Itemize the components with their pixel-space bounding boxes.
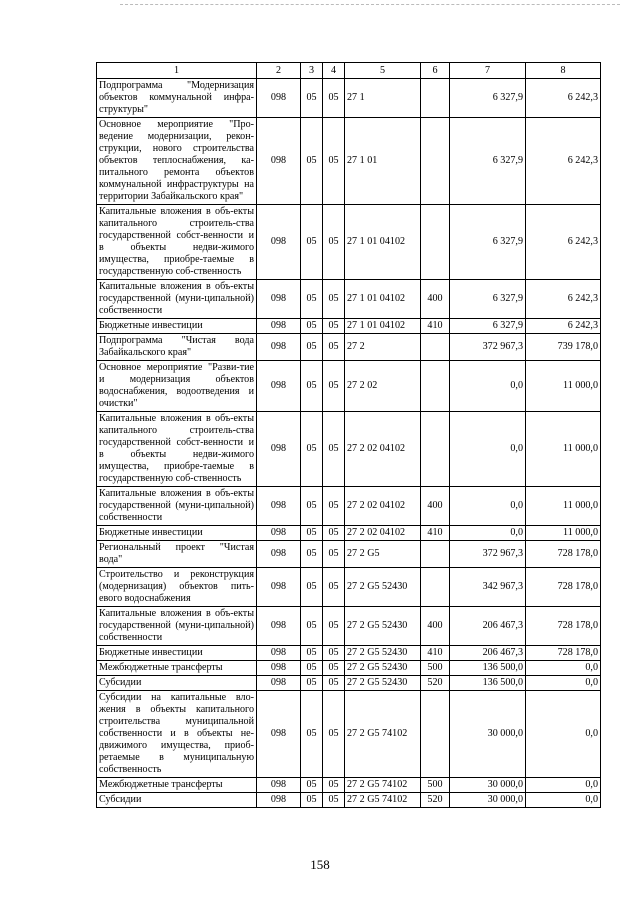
row-target-code: 27 2 G5 52430 <box>345 568 421 607</box>
row-target-code: 27 2 02 04102 <box>345 487 421 526</box>
row-name: Бюджетные инвестиции <box>97 526 257 541</box>
row-expense-type: 410 <box>421 319 450 334</box>
table-row <box>97 412 601 487</box>
row-admin-code: 098 <box>257 319 301 334</box>
row-target-code: 27 2 02 04102 <box>345 412 421 487</box>
row-value-col7: 136 500,0 <box>450 661 526 676</box>
header-col-6: 6 <box>421 63 450 79</box>
scan-top-edge <box>120 4 620 5</box>
row-value-col7: 6 327,9 <box>450 280 526 319</box>
row-value-col7: 30 000,0 <box>450 793 526 808</box>
row-expense-type <box>421 691 450 778</box>
row-target-code: 27 1 01 04102 <box>345 319 421 334</box>
row-admin-code: 098 <box>257 541 301 568</box>
row-name: Бюджетные инвестиции <box>97 646 257 661</box>
row-name: Капитальные вложения в объ-екты государственной (муни-ципальной) собственности <box>97 607 257 646</box>
row-name: Субсидии <box>97 793 257 808</box>
row-section: 05 <box>301 793 323 808</box>
row-name: Субсидии <box>97 676 257 691</box>
row-expense-type <box>421 205 450 280</box>
row-value-col8: 11 000,0 <box>526 361 601 412</box>
row-name: Капитальные вложения в объ-екты капитального строитель-ства государственной собст-венности и в объекты недви-жимого имущества, приобре-таемые в государственную соб-ственность <box>97 205 257 280</box>
table-row <box>97 793 601 808</box>
row-subsection: 05 <box>323 334 345 361</box>
row-value-col7: 342 967,3 <box>450 568 526 607</box>
row-value-col8: 6 242,3 <box>526 280 601 319</box>
row-section: 05 <box>301 526 323 541</box>
row-admin-code: 098 <box>257 568 301 607</box>
table-row <box>97 676 601 691</box>
row-section: 05 <box>301 541 323 568</box>
row-name: Основное мероприятие "Про-ведение модернизации, рекон-струкции, нового строительства объектов теплоснабжения, ка-питального ремонта объектов коммунальной инфраструктуры на территории Забайкальского края" <box>97 118 257 205</box>
row-section: 05 <box>301 778 323 793</box>
row-expense-type: 400 <box>421 280 450 319</box>
row-value-col7: 136 500,0 <box>450 676 526 691</box>
header-col-1: 1 <box>97 63 257 79</box>
row-value-col8: 6 242,3 <box>526 205 601 280</box>
header-col-3: 3 <box>301 63 323 79</box>
row-value-col8: 728 178,0 <box>526 607 601 646</box>
row-expense-type: 500 <box>421 778 450 793</box>
table-row <box>97 205 601 280</box>
row-name: Подпрограмма "Чистая вода Забайкальского края" <box>97 334 257 361</box>
header-col-2: 2 <box>257 63 301 79</box>
row-expense-type: 400 <box>421 607 450 646</box>
row-section: 05 <box>301 361 323 412</box>
row-target-code: 27 2 02 04102 <box>345 526 421 541</box>
row-value-col7: 0,0 <box>450 526 526 541</box>
row-name: Субсидии на капитальные вло-жения в объекты капитального строительства муниципальной собственности и в объекты не-движимого имущества, приоб-ретаемые в муниципальную собственность <box>97 691 257 778</box>
row-subsection: 05 <box>323 526 345 541</box>
row-expense-type <box>421 118 450 205</box>
row-target-code: 27 1 01 04102 <box>345 205 421 280</box>
row-admin-code: 098 <box>257 205 301 280</box>
row-subsection: 05 <box>323 607 345 646</box>
row-subsection: 05 <box>323 79 345 118</box>
row-name: Капитальные вложения в объ-екты капитального строитель-ства государственной собст-венности и в объекты недви-жимого имущества, приобре-таемые в государственную соб-ственность <box>97 412 257 487</box>
row-section: 05 <box>301 334 323 361</box>
row-section: 05 <box>301 607 323 646</box>
row-subsection: 05 <box>323 319 345 334</box>
table-row <box>97 646 601 661</box>
row-expense-type <box>421 334 450 361</box>
row-name: Межбюджетные трансферты <box>97 778 257 793</box>
row-name: Основное мероприятие "Разви-тие и модернизация объектов водоснабжения, водоотведения и очистки" <box>97 361 257 412</box>
row-subsection: 05 <box>323 793 345 808</box>
row-admin-code: 098 <box>257 691 301 778</box>
row-value-col8: 728 178,0 <box>526 646 601 661</box>
row-value-col8: 0,0 <box>526 676 601 691</box>
row-admin-code: 098 <box>257 361 301 412</box>
row-value-col8: 6 242,3 <box>526 79 601 118</box>
row-target-code: 27 2 <box>345 334 421 361</box>
table-row <box>97 568 601 607</box>
row-subsection: 05 <box>323 568 345 607</box>
row-value-col8: 0,0 <box>526 778 601 793</box>
row-name: Капитальные вложения в объ-екты государственной (муни-ципальной) собственности <box>97 487 257 526</box>
row-target-code: 27 2 G5 52430 <box>345 661 421 676</box>
row-admin-code: 098 <box>257 118 301 205</box>
row-expense-type <box>421 79 450 118</box>
table-row <box>97 118 601 205</box>
header-col-8: 8 <box>526 63 601 79</box>
row-admin-code: 098 <box>257 661 301 676</box>
row-section: 05 <box>301 568 323 607</box>
row-admin-code: 098 <box>257 79 301 118</box>
table-row <box>97 526 601 541</box>
row-value-col7: 0,0 <box>450 487 526 526</box>
row-subsection: 05 <box>323 487 345 526</box>
row-value-col8: 739 178,0 <box>526 334 601 361</box>
table-row <box>97 661 601 676</box>
row-subsection: 05 <box>323 778 345 793</box>
row-value-col7: 6 327,9 <box>450 205 526 280</box>
row-section: 05 <box>301 205 323 280</box>
row-expense-type <box>421 541 450 568</box>
row-section: 05 <box>301 691 323 778</box>
row-expense-type: 400 <box>421 487 450 526</box>
header-col-5: 5 <box>345 63 421 79</box>
row-subsection: 05 <box>323 361 345 412</box>
header-col-7: 7 <box>450 63 526 79</box>
row-section: 05 <box>301 676 323 691</box>
row-target-code: 27 2 G5 74102 <box>345 691 421 778</box>
row-subsection: 05 <box>323 205 345 280</box>
row-name: Капитальные вложения в объ-екты государственной (муни-ципальной) собственности <box>97 280 257 319</box>
row-subsection: 05 <box>323 412 345 487</box>
table-header-row <box>97 63 601 79</box>
row-value-col8: 11 000,0 <box>526 412 601 487</box>
row-value-col7: 30 000,0 <box>450 778 526 793</box>
row-subsection: 05 <box>323 691 345 778</box>
table-row <box>97 334 601 361</box>
row-value-col8: 6 242,3 <box>526 319 601 334</box>
table-row <box>97 691 601 778</box>
row-target-code: 27 2 G5 52430 <box>345 646 421 661</box>
row-expense-type <box>421 412 450 487</box>
row-admin-code: 098 <box>257 526 301 541</box>
row-expense-type <box>421 568 450 607</box>
row-name: Межбюджетные трансферты <box>97 661 257 676</box>
row-section: 05 <box>301 661 323 676</box>
row-target-code: 27 1 01 04102 <box>345 280 421 319</box>
table-row <box>97 361 601 412</box>
row-value-col8: 11 000,0 <box>526 487 601 526</box>
header-col-4: 4 <box>323 63 345 79</box>
row-name: Строительство и реконструкция (модернизация) объектов пить-евого водоснабжения <box>97 568 257 607</box>
row-section: 05 <box>301 412 323 487</box>
row-value-col7: 206 467,3 <box>450 646 526 661</box>
row-target-code: 27 2 02 <box>345 361 421 412</box>
row-admin-code: 098 <box>257 412 301 487</box>
row-value-col7: 6 327,9 <box>450 118 526 205</box>
row-value-col7: 0,0 <box>450 412 526 487</box>
row-value-col8: 728 178,0 <box>526 568 601 607</box>
row-section: 05 <box>301 646 323 661</box>
row-subsection: 05 <box>323 661 345 676</box>
row-expense-type: 410 <box>421 646 450 661</box>
row-subsection: 05 <box>323 118 345 205</box>
row-value-col7: 6 327,9 <box>450 79 526 118</box>
row-target-code: 27 2 G5 52430 <box>345 676 421 691</box>
row-value-col7: 372 967,3 <box>450 541 526 568</box>
row-admin-code: 098 <box>257 646 301 661</box>
row-expense-type: 500 <box>421 661 450 676</box>
table-row <box>97 280 601 319</box>
row-expense-type: 520 <box>421 676 450 691</box>
row-value-col8: 6 242,3 <box>526 118 601 205</box>
row-value-col8: 0,0 <box>526 661 601 676</box>
row-value-col7: 30 000,0 <box>450 691 526 778</box>
row-value-col8: 0,0 <box>526 691 601 778</box>
row-expense-type <box>421 361 450 412</box>
table-body <box>97 79 601 808</box>
row-section: 05 <box>301 487 323 526</box>
row-name: Подпрограмма "Модернизация объектов коммунальной инфра-структуры" <box>97 79 257 118</box>
row-admin-code: 098 <box>257 280 301 319</box>
row-expense-type: 520 <box>421 793 450 808</box>
row-name: Региональный проект "Чистая вода" <box>97 541 257 568</box>
row-value-col8: 0,0 <box>526 793 601 808</box>
row-section: 05 <box>301 79 323 118</box>
table-row <box>97 319 601 334</box>
row-name: Бюджетные инвестиции <box>97 319 257 334</box>
page-number: 158 <box>310 857 330 872</box>
row-section: 05 <box>301 280 323 319</box>
row-value-col7: 206 467,3 <box>450 607 526 646</box>
row-section: 05 <box>301 319 323 334</box>
row-admin-code: 098 <box>257 334 301 361</box>
row-value-col8: 11 000,0 <box>526 526 601 541</box>
row-admin-code: 098 <box>257 676 301 691</box>
table-row <box>97 487 601 526</box>
row-target-code: 27 2 G5 74102 <box>345 778 421 793</box>
row-target-code: 27 2 G5 74102 <box>345 793 421 808</box>
row-admin-code: 098 <box>257 778 301 793</box>
budget-table <box>96 62 601 808</box>
row-value-col7: 6 327,9 <box>450 319 526 334</box>
row-section: 05 <box>301 118 323 205</box>
row-admin-code: 098 <box>257 487 301 526</box>
row-target-code: 27 1 <box>345 79 421 118</box>
row-admin-code: 098 <box>257 793 301 808</box>
table-row <box>97 778 601 793</box>
table-row <box>97 79 601 118</box>
row-value-col7: 372 967,3 <box>450 334 526 361</box>
row-admin-code: 098 <box>257 607 301 646</box>
row-target-code: 27 1 01 <box>345 118 421 205</box>
table-row <box>97 607 601 646</box>
row-value-col7: 0,0 <box>450 361 526 412</box>
row-subsection: 05 <box>323 676 345 691</box>
row-subsection: 05 <box>323 541 345 568</box>
row-value-col8: 728 178,0 <box>526 541 601 568</box>
row-subsection: 05 <box>323 280 345 319</box>
row-subsection: 05 <box>323 646 345 661</box>
row-target-code: 27 2 G5 <box>345 541 421 568</box>
table-row <box>97 541 601 568</box>
row-expense-type: 410 <box>421 526 450 541</box>
row-target-code: 27 2 G5 52430 <box>345 607 421 646</box>
